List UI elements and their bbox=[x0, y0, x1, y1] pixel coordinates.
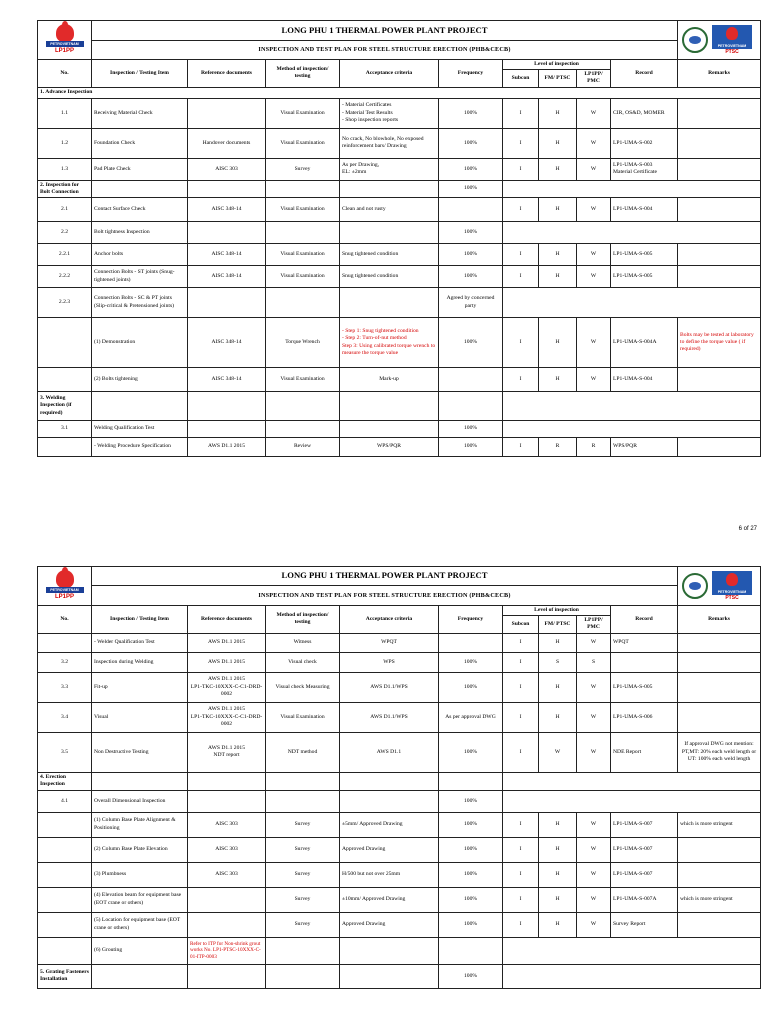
col-ref: Reference documents bbox=[188, 606, 266, 634]
col-remarks: Remarks bbox=[678, 606, 761, 634]
table-row: (4) Elevation beam for equipment base (EOT crane or others) Survey ±10mm/ Approved Drawing 100% I H W LP1-UMA-S-007A which is more stringent bbox=[38, 887, 761, 912]
section-heading: 1. Advance Inspection bbox=[38, 87, 761, 98]
col-frequency: Frequency bbox=[439, 60, 503, 88]
col-subcon: Subcon bbox=[503, 70, 539, 87]
col-record: Record bbox=[611, 60, 678, 88]
col-lp: LP1PP/ PMC bbox=[577, 70, 611, 87]
itp-table-page-1: PETROVIETNAM LP1PP LONG PHU 1 THERMAL POWER PLANT PROJECT PETROVIETNAM PTSC INSPECTION AND TEST PLAN FOR STEEL STRUCTURE ERECTION (PHB&CECB) No. Inspection / Testing Item Reference documents Method of inspection/ testing Acceptance criteria Frequency Level of inspection Record Remarks Subcon FM/ PTSC LP1PP/ PMC 1. Advance Inspection 1.1 Receiving Material Check Visual Examination - Material Certificates - Material Test Results - Shop inspection reports 100% I H W CIR, OS&D, MOMER 1.2 Foundation Check Handover documents Visual Examination No crack, No blowhole, No exposed reinforcement bars/ Drawing 100% I H W LP1-UMA-S-002 1.3 Pad Plate Check AISC 303 Survey As per Drawing, EL: ±2mm 100% I H W LP1-UMA-S-003 Material Certificate 2. Inspection for Bolt Connection 100% 2.1 Contact Surface Check AISC 348-14 Visual Examination Clean and not rusty I H W LP1-UMA-S-004 2.2 Bolt tightness Inspection 100% 2.2.1 Anchor bolts AISC 348-14 Visual Examination Snug tightened condition 100% I H W LP1-UMA-S-005 2.2.2 Connection Bolts - ST joints (Snug-tightened joints) AISC 348-14 Visual Examination Snug tightened condition 100% I H W LP1-UMA-S-005 2.2.3 Connection Bolts - SC & PT joints (Slip-critical & Pretensioned joints) Agreed by concerned party (1) Demonstration AISC 348-14 Torque Wrench - Step 1: Snug tightened condition - Step 2: Turn-of-nut method Step 3: Using calibrated torque wrench to measure the torque value 100% I H W LP1-UMA-S-004A Bolts may be tested at laboratory to define the torque value ( if required) (2) Bolts tightening AISC 348-14 Visual Examination Mark-up I H W LP1-UMA-S-004 3. Welding Inspection (if required) 3.1 Welding Qualification Test 100% - Welding Procedure Specification AWS D1.1 2015 Review WPS/PQR 100% I R R WPS/PQR bbox=[37, 20, 761, 457]
logo-right bbox=[678, 21, 761, 60]
col-subcon: Subcon bbox=[503, 616, 539, 633]
col-level: Level of inspection bbox=[503, 60, 611, 70]
ptsc-logo-icon: PETROVIETNAM PTSC bbox=[680, 568, 760, 604]
itp-table-page-2: PETROVIETNAM LP1PP LONG PHU 1 THERMAL POWER PLANT PROJECT PETROVIETNAM PTSC INSPECTION AND TEST PLAN FOR STEEL STRUCTURE ERECTION (PHB&CECB) No. Inspection / Testing Item Reference documents Method of inspection/ testing Acceptance criteria Frequency Level of inspection Record Remarks Subcon FM/ PTSC LP1PP/ PMC - Welder Qualification Test AWS D1.1 2015 Witness WPQT I H W WPQT 3.2 Inspection during Welding AWS D1.1 2015 Visual check WPS 100% I S S 3.3 Fit-up AWS D1.1 2015 LP1-TKC-10XXX-C-C1-DRD-0002 Visual check Measuring AWS D1.1/WPS 100% I H W LP1-UMA-S-005 3.4 Visual AWS D1.1 2015 LP1-TKC-10XXX-C-C1-DRD-0002 Visual Examination AWS D1.1/WPS As per approval DWG I H W LP1-UMA-S-006 3.5 Non Destructive Testing AWS D1.1 2015 NDT report NDT method AWS D1.1 100% I W W NDE Report If approval DWG not mention: PT,MT: 20% each weld length or UT: 100% each weld length 4. Erection Inspection 4.1 Overall Dimensional Inspection 100% (1) Column Base Plate Alignment & Positioning AISC 303 Survey ±5mm/ Approved Drawing 100% I H W LP1-UMA-S-007 which is more stringent (2) Column Base Plate Elevation AISC 303 Survey Approved Drawing 100% I H W LP1-UMA-S-007 (3) Plumbness AISC 303 Survey H/500 but not over 25mm 100% I H W LP1-UMA-S-007 (4) Elevation beam for equipment base (EOT crane or others) Survey ±10mm/ Approved Drawing 100% I H W LP1-UMA-S-007A which is more stringent (5) Location for equipment base (EOT crane or others) Survey Approved Drawing 100% I H W Survey Report (6) Grouting Refer to ITP for Non-shrink grout works No. LP1-PTSC-10XXX-C-01-ITP-0003 5. Grating Fasteners Installation 100% bbox=[37, 566, 761, 989]
itp-page-1 bbox=[37, 20, 760, 457]
table-row: 3.3 Fit-up AWS D1.1 2015 LP1-TKC-10XXX-C-C1-DRD-0002 Visual check Measuring AWS D1.1/WPS 100% I H W LP1-UMA-S-005 bbox=[38, 672, 761, 702]
table-row: (1) Demonstration AISC 348-14 Torque Wrench - Step 1: Snug tightened condition - Step 2: Turn-of-nut method Step 3: Using calibrated torque wrench to measure the torque value 100% I H W LP1-UMA-S-004A Bolts may be tested at laboratory to define the torque value ( if required) bbox=[38, 318, 761, 368]
col-record: Record bbox=[611, 606, 678, 634]
col-lp: LP1PP/ PMC bbox=[577, 616, 611, 633]
table-row: 3.5 Non Destructive Testing AWS D1.1 2015 NDT report NDT method AWS D1.1 100% I W W NDE Report If approval DWG not mention: PT,MT: 20% each weld length or UT: 100% each weld length bbox=[38, 732, 761, 772]
ptsc-logo-icon: PETROVIETNAM PTSC bbox=[680, 22, 760, 58]
col-fm: FM/ PTSC bbox=[539, 70, 577, 87]
section-heading: 3. Welding Inspection (if required) bbox=[38, 392, 92, 421]
section-heading: 2. Inspection for Bolt Connection bbox=[38, 180, 92, 197]
logo-right bbox=[678, 567, 761, 606]
logo-left bbox=[38, 567, 92, 606]
table-row: 2.2 Bolt tightness Inspection 100% bbox=[38, 222, 761, 244]
table-row: (6) Grouting Refer to ITP for Non-shrink grout works No. LP1-PTSC-10XXX-C-01-ITP-0003 bbox=[38, 937, 761, 964]
plan-title: INSPECTION AND TEST PLAN FOR STEEL STRUCTURE ERECTION (PHB&CECB) bbox=[92, 585, 678, 605]
col-remarks: Remarks bbox=[678, 60, 761, 88]
lp1pp-logo-icon: PETROVIETNAM LP1PP bbox=[43, 22, 87, 58]
col-frequency: Frequency bbox=[439, 606, 503, 634]
table-row: 1.2 Foundation Check Handover documents Visual Examination No crack, No blowhole, No exposed reinforcement bars/ Drawing 100% I H W LP1-UMA-S-002 bbox=[38, 128, 761, 158]
itp-page-2 bbox=[37, 566, 760, 989]
table-row: (3) Plumbness AISC 303 Survey H/500 but not over 25mm 100% I H W LP1-UMA-S-007 bbox=[38, 862, 761, 887]
project-title: LONG PHU 1 THERMAL POWER PLANT PROJECT bbox=[92, 21, 678, 41]
section-heading: 5. Grating Fasteners Installation bbox=[38, 964, 92, 988]
section-heading: 4. Erection Inspection bbox=[38, 772, 92, 790]
col-no: No. bbox=[38, 60, 92, 88]
plan-title: INSPECTION AND TEST PLAN FOR STEEL STRUCTURE ERECTION (PHB&CECB) bbox=[92, 40, 678, 60]
table-row: - Welder Qualification Test AWS D1.1 2015 Witness WPQT I H W WPQT bbox=[38, 633, 761, 652]
table-row: (2) Bolts tightening AISC 348-14 Visual Examination Mark-up I H W LP1-UMA-S-004 bbox=[38, 368, 761, 392]
table-row: (1) Column Base Plate Alignment & Positioning AISC 303 Survey ±5mm/ Approved Drawing 100% I H W LP1-UMA-S-007 which is more stringent bbox=[38, 812, 761, 837]
table-row: 2.2.2 Connection Bolts - ST joints (Snug-tightened joints) AISC 348-14 Visual Examination Snug tightened condition 100% I H W LP1-UMA-S-005 bbox=[38, 266, 761, 288]
logo-left bbox=[38, 21, 92, 60]
table-row: 3.4 Visual AWS D1.1 2015 LP1-TKC-10XXX-C-C1-DRD-0002 Visual Examination AWS D1.1/WPS As per approval DWG I H W LP1-UMA-S-006 bbox=[38, 702, 761, 732]
table-row: (2) Column Base Plate Elevation AISC 303 Survey Approved Drawing 100% I H W LP1-UMA-S-007 bbox=[38, 837, 761, 862]
table-row: 3.2 Inspection during Welding AWS D1.1 2015 Visual check WPS 100% I S S bbox=[38, 652, 761, 672]
col-method: Method of inspection/ testing bbox=[266, 606, 340, 634]
col-fm: FM/ PTSC bbox=[539, 616, 577, 633]
col-level: Level of inspection bbox=[503, 606, 611, 616]
col-ref: Reference documents bbox=[188, 60, 266, 88]
table-row: 4.1 Overall Dimensional Inspection 100% bbox=[38, 790, 761, 812]
project-title: LONG PHU 1 THERMAL POWER PLANT PROJECT bbox=[92, 567, 678, 586]
col-method: Method of inspection/ testing bbox=[266, 60, 340, 88]
col-no: No. bbox=[38, 606, 92, 634]
table-row: 3.1 Welding Qualification Test 100% bbox=[38, 421, 761, 438]
table-row: - Welding Procedure Specification AWS D1.1 2015 Review WPS/PQR 100% I R R WPS/PQR bbox=[38, 438, 761, 457]
table-row: (5) Location for equipment base (EOT crane or others) Survey Approved Drawing 100% I H W Survey Report bbox=[38, 912, 761, 937]
lp1pp-logo-icon: PETROVIETNAM LP1PP bbox=[43, 568, 87, 604]
col-item: Inspection / Testing Item bbox=[92, 606, 188, 634]
table-row: 2.2.1 Anchor bolts AISC 348-14 Visual Examination Snug tightened condition 100% I H W LP1-UMA-S-005 bbox=[38, 244, 761, 266]
col-criteria: Acceptance criteria bbox=[340, 606, 439, 634]
table-row: 1.3 Pad Plate Check AISC 303 Survey As per Drawing, EL: ±2mm 100% I H W LP1-UMA-S-003 Material Certificate bbox=[38, 158, 761, 180]
col-item: Inspection / Testing Item bbox=[92, 60, 188, 88]
table-row: 2.2.3 Connection Bolts - SC & PT joints (Slip-critical & Pretensioned joints) Agreed by concerned party bbox=[38, 288, 761, 318]
page-number: 6 of 27 bbox=[738, 526, 757, 532]
table-row: 2.1 Contact Surface Check AISC 348-14 Visual Examination Clean and not rusty I H W LP1-UMA-S-004 bbox=[38, 198, 761, 222]
col-criteria: Acceptance criteria bbox=[340, 60, 439, 88]
table-row: 1.1 Receiving Material Check Visual Examination - Material Certificates - Material Test Results - Shop inspection reports 100% I H W CIR, OS&D, MOMER bbox=[38, 98, 761, 128]
